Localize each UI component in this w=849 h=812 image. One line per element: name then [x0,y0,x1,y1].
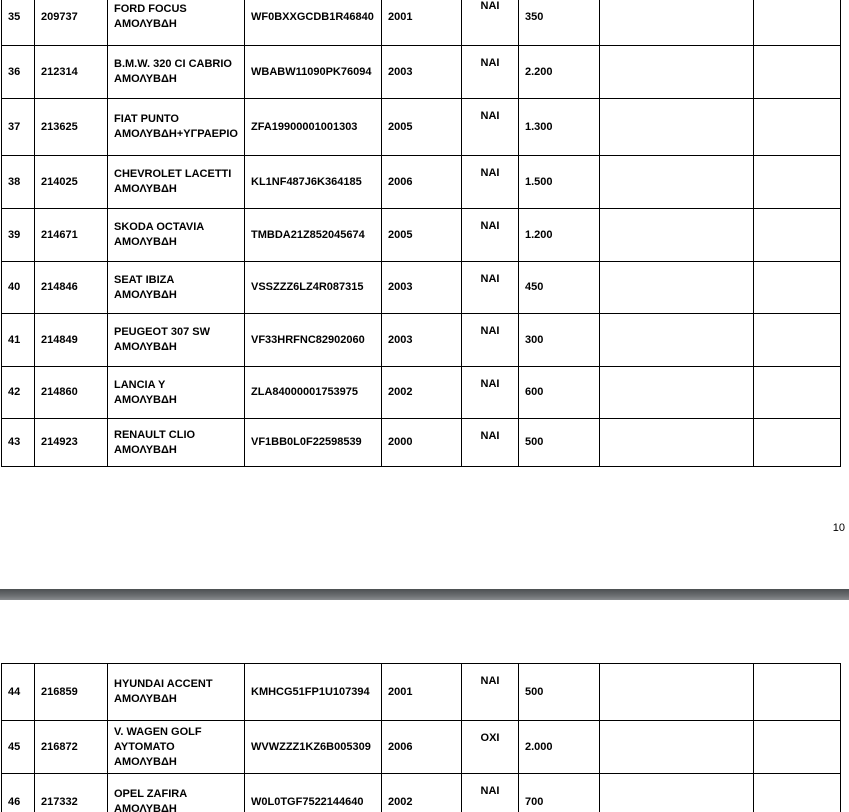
vehicle-price: 500 [519,664,600,721]
vehicle-model-line: ΑΜΟΛΥΒΔΗ [114,803,177,812]
empty-cell [754,367,841,419]
vehicle-vin: VSSZZZ6LZ4R087315 [245,262,382,314]
vehicle-code: 217332 [35,774,108,812]
vehicle-model-line: AYTOMATO [114,740,175,753]
vehicle-price: 600 [519,367,600,419]
vehicle-model-line: LANCIA Y [114,378,166,391]
vehicle-vin: WVWZZZ1KZ6B005309 [245,721,382,774]
table-row [2,314,841,367]
table-row [2,0,841,46]
vehicle-vin: TMBDA21Z852045674 [245,209,382,262]
empty-cell [600,774,754,812]
vehicle-year: 2003 [382,262,462,314]
vehicle-code: 209737 [35,0,108,46]
vehicle-code: 212314 [35,46,108,99]
vehicle-year: 2002 [382,367,462,419]
empty-cell [600,0,754,46]
vehicle-model [108,721,245,774]
vehicle-code: 216872 [35,721,108,774]
vehicle-price: 450 [519,262,600,314]
vehicle-model-line: CHEVROLET LACETTI [114,168,232,180]
empty-cell [754,0,841,46]
table-row [2,774,841,812]
vehicle-model-line: RENAULT CLIO [114,428,196,441]
vehicle-model-line: ΑΜΟΛΥΒΔΗ [114,183,177,195]
empty-cell [754,156,841,209]
row-number: 42 [2,367,35,419]
vehicle-model-line: PEUGEOT 307 SW [114,326,210,338]
vehicle-model-line: SEAT IBIZA [114,273,175,286]
vehicle-model [108,0,245,46]
vehicle-code: 214671 [35,209,108,262]
vehicle-flag: ΝΑΙ [462,262,519,314]
vehicle-model-line: B.M.W. 320 CI CABRIO [114,58,232,70]
vehicle-model-line: ΑΜΟΛΥΒΔΗ [114,288,177,301]
vehicle-year: 2003 [382,314,462,367]
table-row [2,46,841,99]
empty-cell [600,721,754,774]
table-row [2,156,841,209]
vehicle-model-line: SKODA OCTAVIA [114,221,205,233]
vehicle-price: 700 [519,774,600,812]
vehicle-model-line: ΑΜΟΛΥΒΔΗ [114,73,177,85]
empty-cell [754,721,841,774]
vehicle-year: 2003 [382,46,462,99]
vehicle-vin: VF1BB0L0F22598539 [245,419,382,467]
page-number: 10 [832,522,845,534]
row-number: 40 [2,262,35,314]
vehicle-model-line: ΑΜΟΛΥΒΔΗ [114,443,177,456]
vehicle-model [108,209,245,262]
vehicle-vin: KMHCG51FP1U107394 [245,664,382,721]
vehicle-model-line: ΑΜΟΛΥΒΔΗ [114,393,177,406]
vehicle-model-line: V. WAGEN GOLF [114,725,202,738]
table-row [2,262,841,314]
vehicle-price: 2.200 [519,46,600,99]
vehicle-flag: ΝΑΙ [462,0,519,46]
vehicle-flag: ΝΑΙ [462,774,519,812]
vehicle-code: 214849 [35,314,108,367]
vehicle-year: 2005 [382,209,462,262]
row-number: 39 [2,209,35,262]
empty-cell [600,664,754,721]
vehicle-table-bottom [1,663,841,812]
row-number: 44 [2,664,35,721]
vehicle-year: 2001 [382,0,462,46]
vehicle-year: 2006 [382,721,462,774]
vehicle-model [108,262,245,314]
empty-cell [600,156,754,209]
vehicle-model [108,314,245,367]
vehicle-vin: ZLA84000001753975 [245,367,382,419]
row-number: 35 [2,0,35,46]
vehicle-model-line: ΑΜΟΛΥΒΔΗ [114,341,177,353]
vehicle-model-line: ΑΜΟΛΥΒΔΗ [114,18,177,30]
vehicle-code: 214860 [35,367,108,419]
vehicle-flag: ΝΑΙ [462,209,519,262]
empty-cell [754,262,841,314]
vehicle-table-top [1,0,841,467]
vehicle-flag: ΝΑΙ [462,314,519,367]
vehicle-flag: ΝΑΙ [462,46,519,99]
vehicle-model [108,99,245,156]
empty-cell [600,262,754,314]
page-separator [0,589,849,600]
row-number: 38 [2,156,35,209]
table-row [2,99,841,156]
empty-cell [754,419,841,467]
empty-cell [600,419,754,467]
vehicle-price: 1.200 [519,209,600,262]
vehicle-price: 500 [519,419,600,467]
vehicle-model-line: ΑΜΟΛΥΒΔΗ [114,236,177,248]
vehicle-year: 2001 [382,664,462,721]
vehicle-model-line: OPEL ZAFIRA [114,788,188,800]
row-number: 36 [2,46,35,99]
table-row [2,721,841,774]
vehicle-model-line: ΑΜΟΛΥΒΔΗ [114,693,177,705]
vehicle-price: 350 [519,0,600,46]
vehicle-price: 300 [519,314,600,367]
vehicle-flag: ΝΑΙ [462,664,519,721]
empty-cell [754,774,841,812]
empty-cell [754,46,841,99]
row-number: 46 [2,774,35,812]
vehicle-code: 214923 [35,419,108,467]
vehicle-vin: WF0BXXGCDB1R46840 [245,0,382,46]
vehicle-model [108,664,245,721]
empty-cell [600,209,754,262]
vehicle-vin: VF33HRFNC82902060 [245,314,382,367]
table-row [2,367,841,419]
vehicle-code: 213625 [35,99,108,156]
table-row [2,664,841,721]
empty-cell [600,314,754,367]
vehicle-vin: ZFA19900001001303 [245,99,382,156]
vehicle-year: 2002 [382,774,462,812]
vehicle-model [108,419,245,467]
vehicle-flag: ΝΑΙ [462,99,519,156]
vehicle-model [108,156,245,209]
vehicle-vin: KL1NF487J6K364185 [245,156,382,209]
empty-cell [600,46,754,99]
row-number: 37 [2,99,35,156]
empty-cell [754,99,841,156]
vehicle-price: 2.000 [519,721,600,774]
vehicle-year: 2000 [382,419,462,467]
vehicle-model [108,367,245,419]
vehicle-model-line: FORD FOCUS [114,3,187,15]
empty-cell [754,314,841,367]
empty-cell [600,367,754,419]
vehicle-vin: W0L0TGF7522144640 [245,774,382,812]
vehicle-year: 2005 [382,99,462,156]
vehicle-flag: ΟΧΙ [462,721,519,774]
vehicle-price: 1.500 [519,156,600,209]
vehicle-model [108,46,245,99]
row-number: 43 [2,419,35,467]
vehicle-flag: ΝΑΙ [462,156,519,209]
vehicle-model-line: ΑΜΟΛΥΒΔΗ+ΥΓΡΑΕΡΙΟ [114,128,238,140]
vehicle-flag: ΝΑΙ [462,419,519,467]
empty-cell [754,664,841,721]
vehicle-flag: ΝΑΙ [462,367,519,419]
vehicle-model-line: HYUNDAI ACCENT [114,678,213,690]
vehicle-model-line: ΑΜΟΛΥΒΔΗ [114,755,177,768]
document-page-bottom [0,600,849,812]
vehicle-year: 2006 [382,156,462,209]
vehicle-vin: WBABW11090PK76094 [245,46,382,99]
vehicle-code: 214025 [35,156,108,209]
vehicle-model [108,774,245,812]
vehicle-price: 1.300 [519,99,600,156]
empty-cell [600,99,754,156]
table-row [2,209,841,262]
row-number: 45 [2,721,35,774]
row-number: 41 [2,314,35,367]
empty-cell [754,209,841,262]
table-row [2,419,841,467]
vehicle-model-line: FIAT PUNTO [114,113,179,125]
vehicle-code: 214846 [35,262,108,314]
vehicle-code: 216859 [35,664,108,721]
